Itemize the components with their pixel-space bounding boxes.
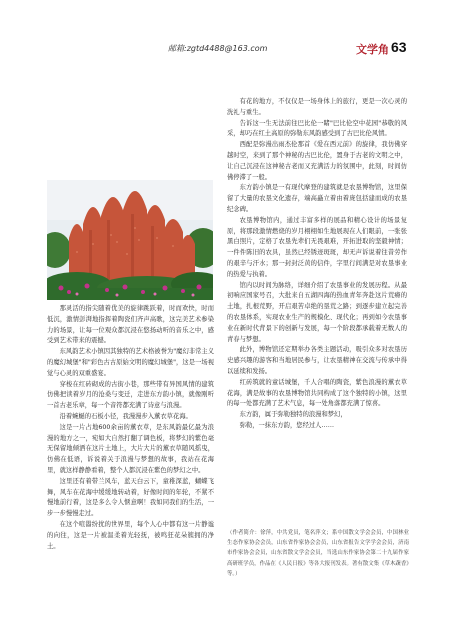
paragraph: 这里还有着带兰风车，蓝天白云下，童稚深蓝，蝴蝶飞舞，风车在花海中缓缓地转动着，好像时间的年轮，不紧不慢地前行着，这是多么令人惬意啊！我如同我们的生活，一步一步慢慢走过。 xyxy=(47,477,214,518)
right-column xyxy=(227,97,407,432)
closing-line: 东方韵，属于弥勒独特的浪漫和梦幻， xyxy=(239,411,347,419)
page-number: 63 xyxy=(391,39,407,55)
closing-line: 弥勒，一抹东方韵，您经过人…… xyxy=(239,421,335,429)
paragraph: 有花的地方，不仅仅是一场身体上的旅行，更是一次心灵的洗礼与重生。 xyxy=(227,98,407,116)
paragraph: 沿着蜿蜒的石板小径，我漫漫步入薰衣草花海。 xyxy=(59,412,192,420)
paragraph: 西配是弥漫出雨杰伦那首《爱在西元前》的旋律，我仿佛穿越时空，来到了那个神秘的古巴比伦，置身于古老的文明之中，让自己沉浸在这神秘古老而又充满活力的氛围中，此刻，时间仿佛停滞了一般。 xyxy=(227,141,407,181)
paragraph: 此外，博物馆还定期举办各类主题活动，吸引众多对农垦历史感兴趣的游客和当地居民参与，让农垦精神在交流与传承中得以延续和发扬。 xyxy=(227,346,407,375)
paragraph: 红砖筑就的童话城堡，千人合唱的陶瓷，紫色浪漫的薰衣草花海，满是故事的农垦博物馆共同构成了这个独特的小镇，这里的每一处都充满了艺术气息，每一处角落都充满了惊喜。 xyxy=(227,378,407,408)
left-column xyxy=(47,304,214,552)
paragraph: 那灵活的指尖随着优美的旋律跳跃着，时而欢快，时而低沉，激情彭湃地指挥着陶瓷们齐声高歌，这完美艺术参染力的场景，让每一位观众都沉浸在悠扬动听的音乐之中，感受到艺术带来的震撼。 xyxy=(47,305,214,345)
paragraph: 告诉这一生无法前往巴比伦一睹"巴比伦空中花园"恭敬的风采，却巧在红土高原的弥勒东风韵感受到了古巴比伦风情。 xyxy=(227,119,407,138)
paragraph: 东方韵小镇是一有现代摩登的建筑就是农垦博物馆，这里保留了大量的农垦文化遗存，端高矗立着由着庞包括建而成的农垦纪念碑。 xyxy=(227,184,407,213)
header-email: 邮箱:zgtd4488@163.com xyxy=(168,44,268,53)
paragraph: 穿梭在红砖砌成的古街小巷，那些带有异国风情的建筑仿佛把读着岁月的沧桑与变迁，走进东方韵小镇，就像刚听一首古老乐章，每一个音符都充满了诗意与浪漫。 xyxy=(47,380,214,410)
author-bio: （作者简介：徐萍，中共党员，笔名萍文；系中国散文学会会员，中国林业生态作家协会会员，山东省作家协会会员，山东省报告文学学会会员，济南市作家协会会员，山东省散文学会会员，当选山东作家协会第二十九届作家高研班学员，作品在《人民日报》等各大报刊发表。著有散文集《草木蔬香》等。） xyxy=(227,530,409,577)
paragraph: 这是一片占地600余亩的薰衣草，是东风韵最亿最为浪漫的地方之一，宛如大自然打翻了调色板，将梦幻的紫色毫无保留地倾洒在这片土地上，大片大片的薰衣草随风摇曳，仿佛在低语，诉说着关于浪漫与梦想的故事，我站在花海里，就这样静静看着，整个人都沉浸在紫色的梦幻之中。 xyxy=(47,423,214,474)
paragraph: 在这个喧嚣纷扰的世界里，每个人心中都有这一片静谧的向往，这是一片被温柔着光轻抚，被鸣狂花朵簇拥的净土。 xyxy=(47,520,214,550)
kiln-towers-photo xyxy=(47,180,213,300)
paragraph: 馆内以时间为脉络，详细介绍了农垦事业的发展历程。从最初响应国家号召，大批来自五湖四海的热血青年奔赴这片荒瘠的土地，扎根荒野，开启艰苦卓绝的垦荒之路；到逐步建立起完善的农垦体系，实现农业生产的规模化、现代化；再到如今农垦事业在新时代背景下的创新与发展，每一个阶段都承载着无数人的青春与梦想。 xyxy=(227,281,407,343)
section-title: 文学角 xyxy=(356,43,389,56)
paragraph: 农垦博物馆内，通过丰富多样的展品和精心设计的场景复原，将那段激情燃烧的岁月栩栩如生地展现在人们眼前，一张张黑白照片，定格了农垦先辈们无畏艰难，开拓进取的坚毅神情；一件件陈旧的农具，虽然已经锈迹斑斑，却无声诉说着往昔劳作的艰辛与汗水；那一封封泛黄的信件，字里行间满是对农垦事业的热爱与执着。 xyxy=(227,216,407,278)
paragraph: 东风韵艺术小镇因其独特的艺术格被誉为"魔幻非常主义的魔幻城堡"和"彩色古古原始文明的魔幻城堡"，这是一场视觉与心灵的双重盛宴。 xyxy=(47,348,214,377)
